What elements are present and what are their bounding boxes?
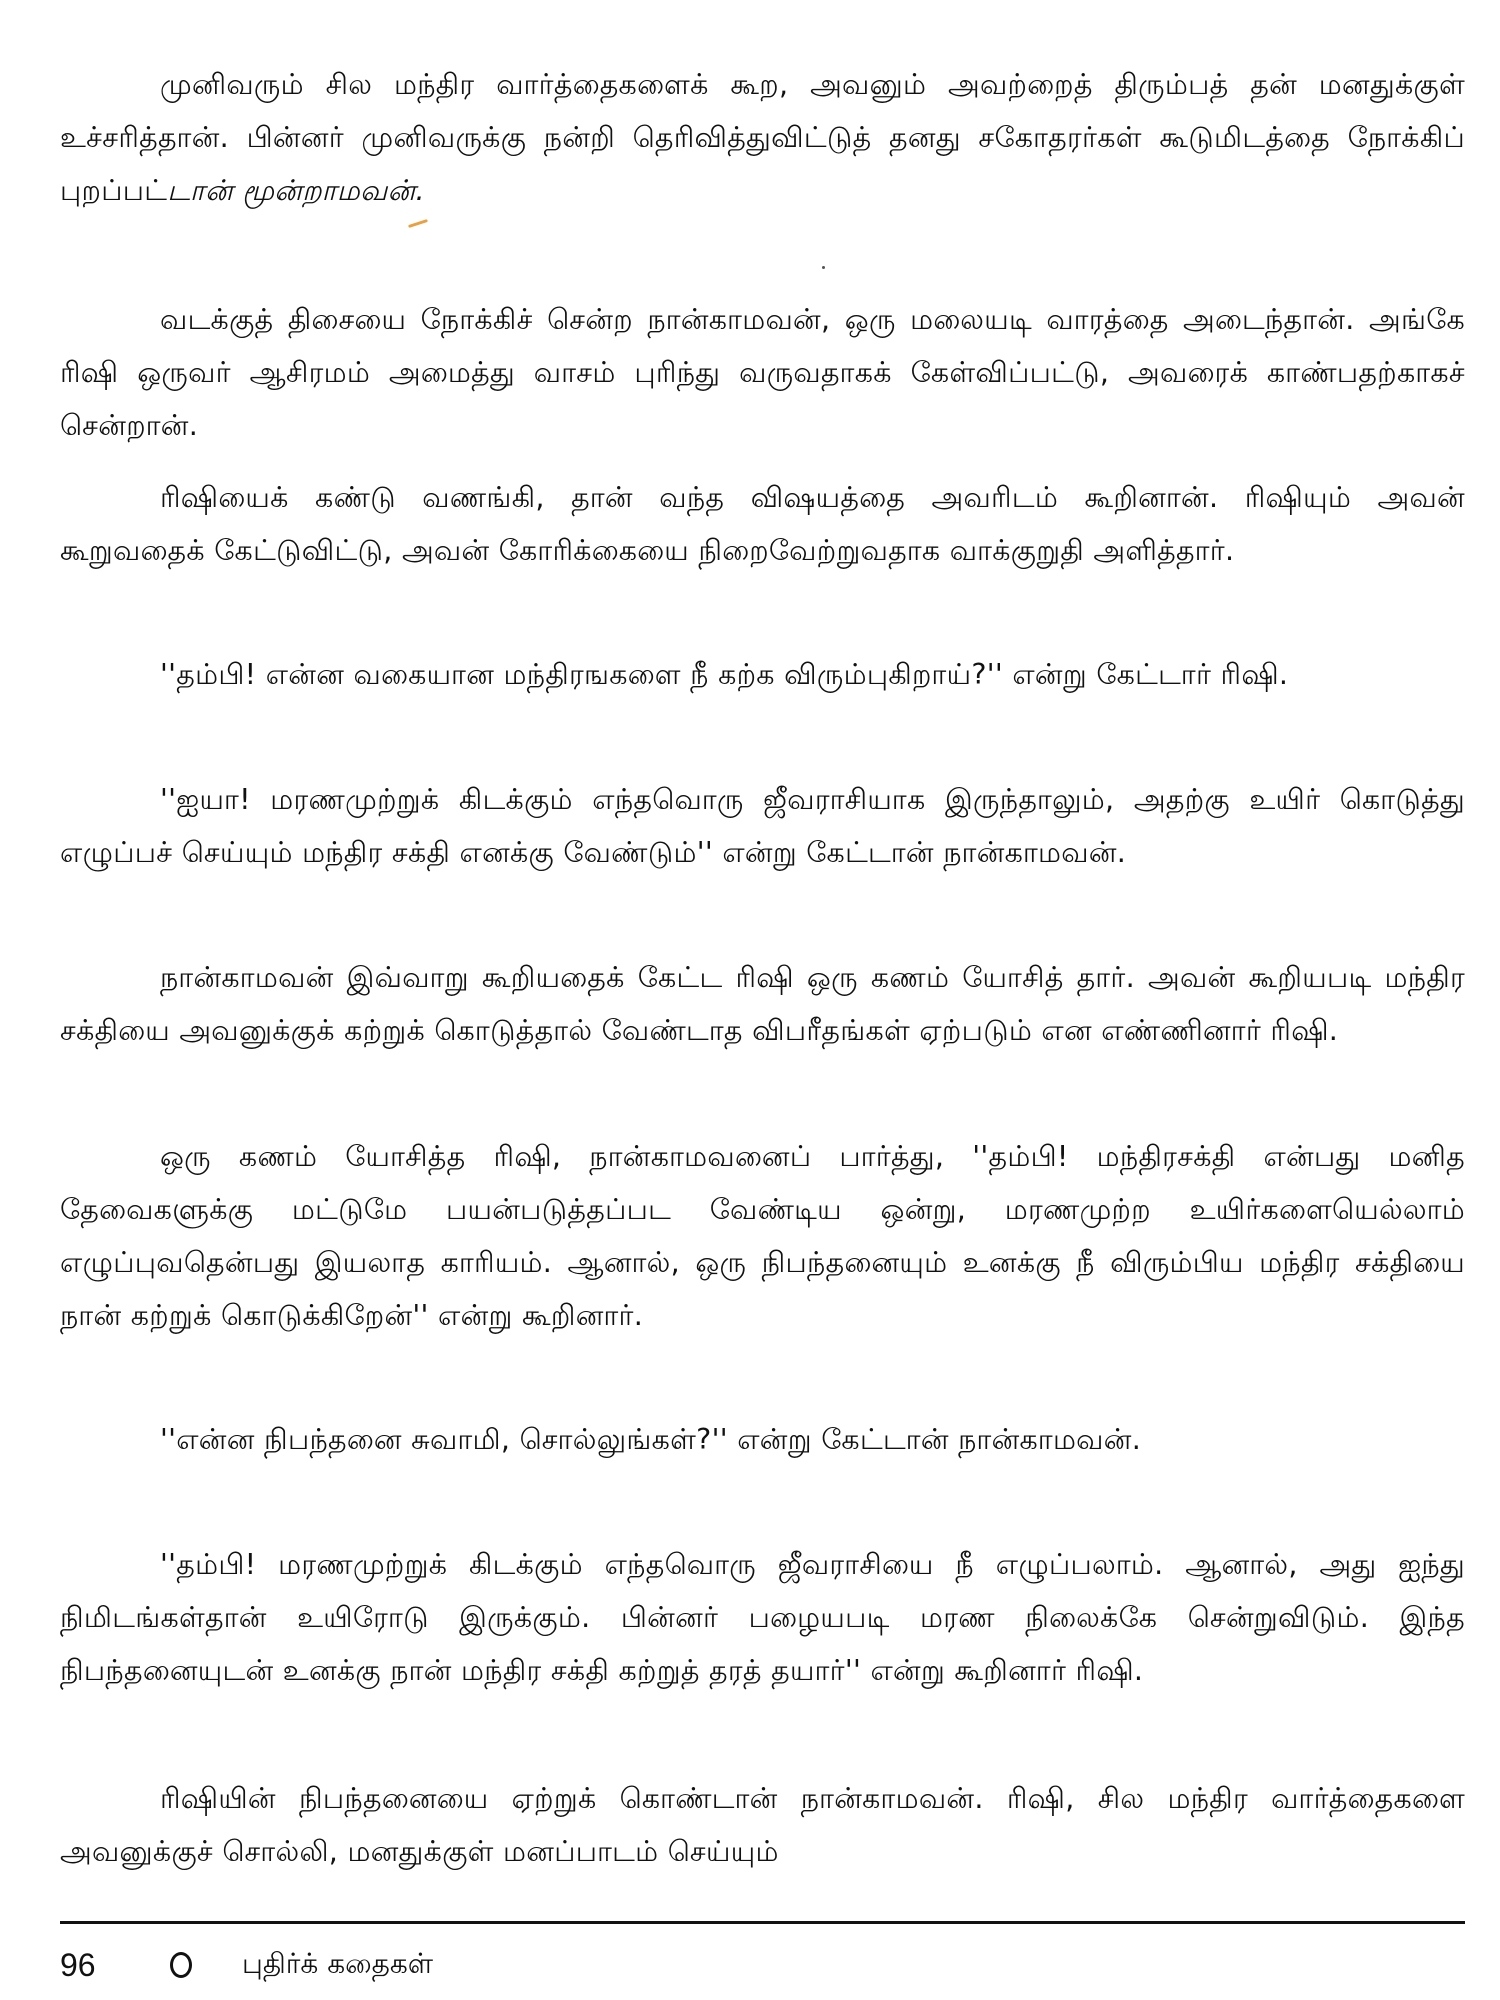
book-title: புதிர்க் கதைகள் xyxy=(242,1946,434,1980)
paragraph-6 xyxy=(60,951,1465,1057)
paragraph-8-text: ''என்ன நிபந்தனை சுவாமி, சொல்லுங்கள்?'' என்று கேட்டான் நான்காமவன். xyxy=(160,1423,1142,1456)
paragraph-1-tail: டான் மூன்றாமவன். xyxy=(167,174,425,207)
paragraph-7 xyxy=(60,1130,1465,1342)
paragraph-4-text: ''தம்பி! என்ன வகையான மந்திரஙகளை நீ கற்க விரும்புகிறாய்?'' என்று கேட்டார் ரிஷி. xyxy=(160,658,1289,691)
paragraph-10 xyxy=(60,1772,1465,1878)
paragraph-2 xyxy=(60,293,1465,452)
paragraph-4 xyxy=(60,648,1465,701)
paragraph-9 xyxy=(60,1538,1465,1697)
paragraph-3-text: ரிஷியைக் கண்டு வணங்கி, தான் வந்த விஷயத்தை அவரிடம் கூறினான். ரிஷியும் அவன் கூறுவதைக் கேட்டுவிட்டு, அவன் கோரிக்கையை நிறைவேற்றுவதாக வாக்குறுதி அளித்தார். xyxy=(60,481,1465,567)
pen-mark xyxy=(408,219,428,228)
paragraph-7-text: ஒரு கணம் யோசித்த ரிஷி, நான்காமவனைப் பார்த்து, ''தம்பி! மந்திரசக்தி என்பது மனித தேவைகளுக்கு மட்டுமே பயன்படுத்தப்பட வேண்டிய ஒன்று, மரணமுற்ற உயிர்களையெல்லாம் எழுப்புவதென்பது இயலாத காரியம். ஆனால், ஒரு நிபந்தனையும் உனக்கு நீ விரும்பிய மந்திர சக்தியை நான் கற்றுக் கொடுக்கிறேன்'' என்று கூறினார். xyxy=(60,1140,1465,1332)
paragraph-1 xyxy=(60,58,1465,217)
paragraph-8 xyxy=(60,1413,1465,1466)
paragraph-2-text: வடக்குத் திசையை நோக்கிச் சென்ற நான்காமவன், ஒரு மலையடி வாரத்தை அடைந்தான். அங்கே ரிஷி ஒருவர் ஆசிரமம் அமைத்து வாசம் புரிந்து வருவதாகக் கேள்விப்பட்டு, அவரைக் காண்பதற்காகச் சென்றான். xyxy=(60,303,1465,442)
paragraph-5 xyxy=(60,773,1465,879)
paragraph-3 xyxy=(60,471,1465,577)
footer-divider xyxy=(60,1921,1465,1924)
page-number: 96 xyxy=(60,1946,96,1983)
paragraph-9-text: ''தம்பி! மரணமுற்றுக் கிடக்கும் எந்தவொரு ஜீவராசியை நீ எழுப்பலாம். ஆனால், அது ஐந்து நிமிடங்கள்தான் உயிரோடு இருக்கும். பின்னர் பழையபடி மரண நிலைக்கே சென்றுவிடும். இந்த நிபந்தனையுடன் உனக்கு நான் மந்திர சக்தி கற்றுத் தரத் தயார்'' என்று கூறினார் ரிஷி. xyxy=(60,1548,1465,1687)
paragraph-6-text: நான்காமவன் இவ்வாறு கூறியதைக் கேட்ட ரிஷி ஒரு கணம் யோசித் தார். அவன் கூறியபடி மந்திர சக்தியை அவனுக்குக் கற்றுக் கொடுத்தால் வேண்டாத விபரீதங்கள் ஏற்படும் என எண்ணினார் ரிஷி. xyxy=(60,961,1465,1047)
paragraph-10-text: ரிஷியின் நிபந்தனையை ஏற்றுக் கொண்டான் நான்காமவன். ரிஷி, சில மந்திர வார்த்தைகளை அவனுக்குச் சொல்லி, மனதுக்குள் மனப்பாடம் செய்யும் xyxy=(60,1782,1465,1868)
ink-dot xyxy=(822,266,825,269)
paragraph-1-text: முனிவரும் சில மந்திர வார்த்தைகளைக் கூற, அவனும் அவற்றைத் திரும்பத் தன் மனதுக்குள் உச்சரித்தான். பின்னர் முனிவருக்கு நன்றி தெரிவித்துவிட்டுத் தனது சகோதரர்கள் கூடுமிடத்தை நோக்கிப் புறப்பட் xyxy=(60,68,1465,207)
page-footer xyxy=(60,1940,433,1990)
circle-icon xyxy=(170,1952,192,1978)
paragraph-5-text: ''ஐயா! மரணமுற்றுக் கிடக்கும் எந்தவொரு ஜீவராசியாக இருந்தாலும், அதற்கு உயிர் கொடுத்து எழுப்பச் செய்யும் மந்திர சக்தி எனக்கு வேண்டும்'' என்று கேட்டான் நான்காமவன். xyxy=(60,783,1465,869)
